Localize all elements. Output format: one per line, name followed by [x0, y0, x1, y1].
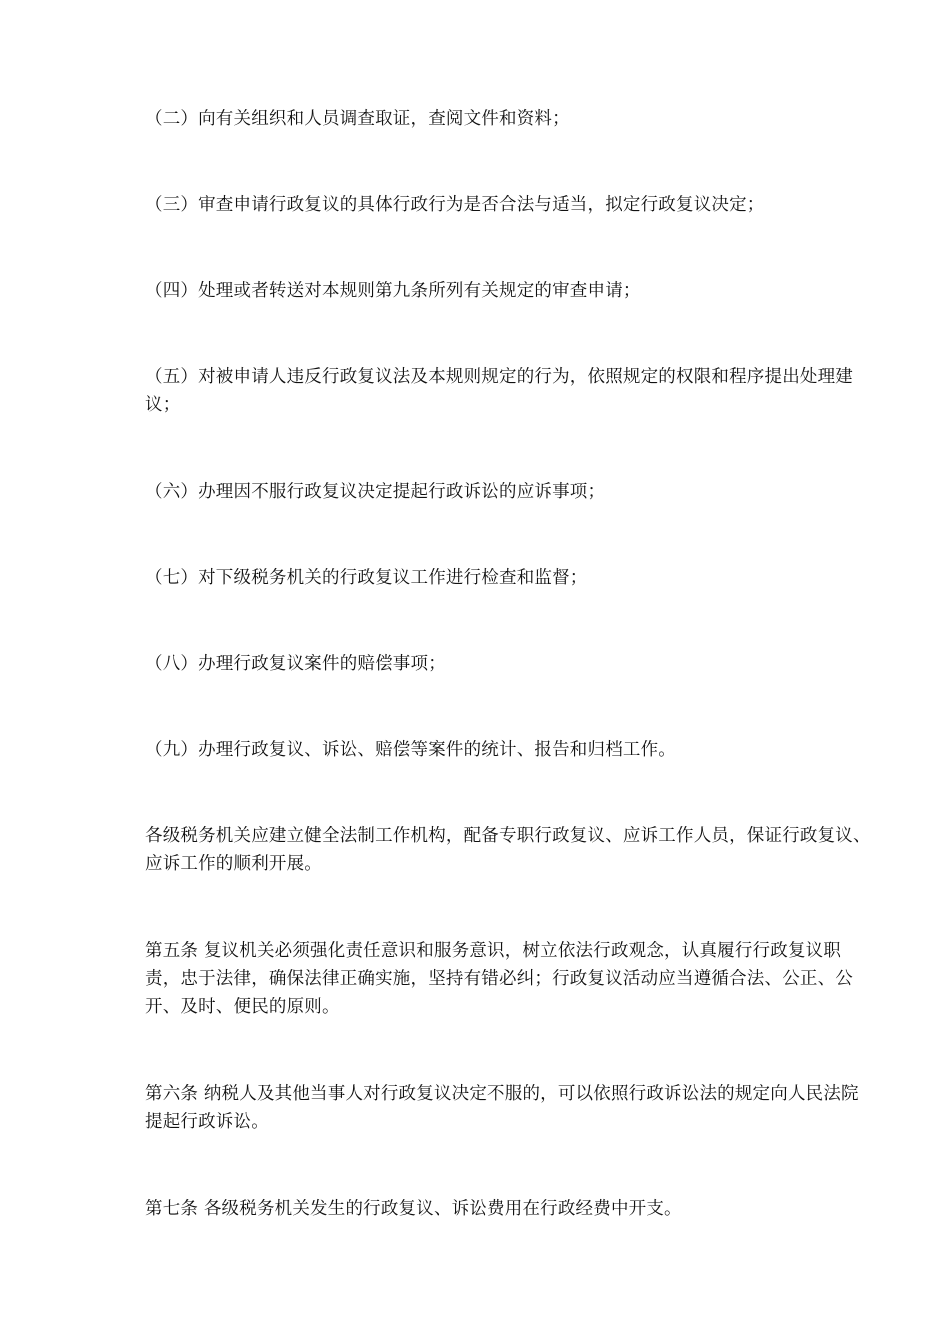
paragraph-item-3: （三）审查申请行政复议的具体行政行为是否合法与适当，拟定行政复议决定； [145, 195, 765, 215]
paragraph-article-6: 第六条 纳税人及其他当事人对行政复议决定不服的，可以依照行政诉讼法的规定向人民法院提起行政诉讼。 [145, 1084, 859, 1132]
paragraph-item-9: （九）办理行政复议、诉讼、赔偿等案件的统计、报告和归档工作。 [145, 740, 676, 760]
paragraph-item-6: （六）办理因不服行政复议决定提起行政诉讼的应诉事项； [145, 482, 606, 502]
paragraph-item-8: （八）办理行政复议案件的赔偿事项； [145, 654, 446, 674]
paragraph-item-4: （四）处理或者转送对本规则第九条所列有关规定的审查申请； [145, 281, 641, 301]
paragraph-article-7: 第七条 各级税务机关发生的行政复议、诉讼费用在行政经费中开支。 [145, 1199, 682, 1219]
paragraph-item-2: （二）向有关组织和人员调查取证，查阅文件和资料； [145, 109, 570, 129]
paragraph-staffing: 各级税务机关应建立健全法制工作机构，配备专职行政复议、应诉工作人员，保证行政复议、应诉工作的顺利开展。 [145, 826, 871, 874]
paragraph-article-5: 第五条 复议机关必须强化责任意识和服务意识，树立依法行政观念，认真履行行政复议职责，忠于法律，确保法律正确实施，坚持有错必纠；行政复议活动应当遵循合法、公正、公开、及时、便民的原则。 [145, 941, 853, 1017]
paragraph-item-5: （五）对被申请人违反行政复议法及本规则规定的行为，依照规定的权限和程序提出处理建议； [145, 367, 853, 415]
paragraph-item-7: （七）对下级税务机关的行政复议工作进行检查和监督； [145, 568, 588, 588]
